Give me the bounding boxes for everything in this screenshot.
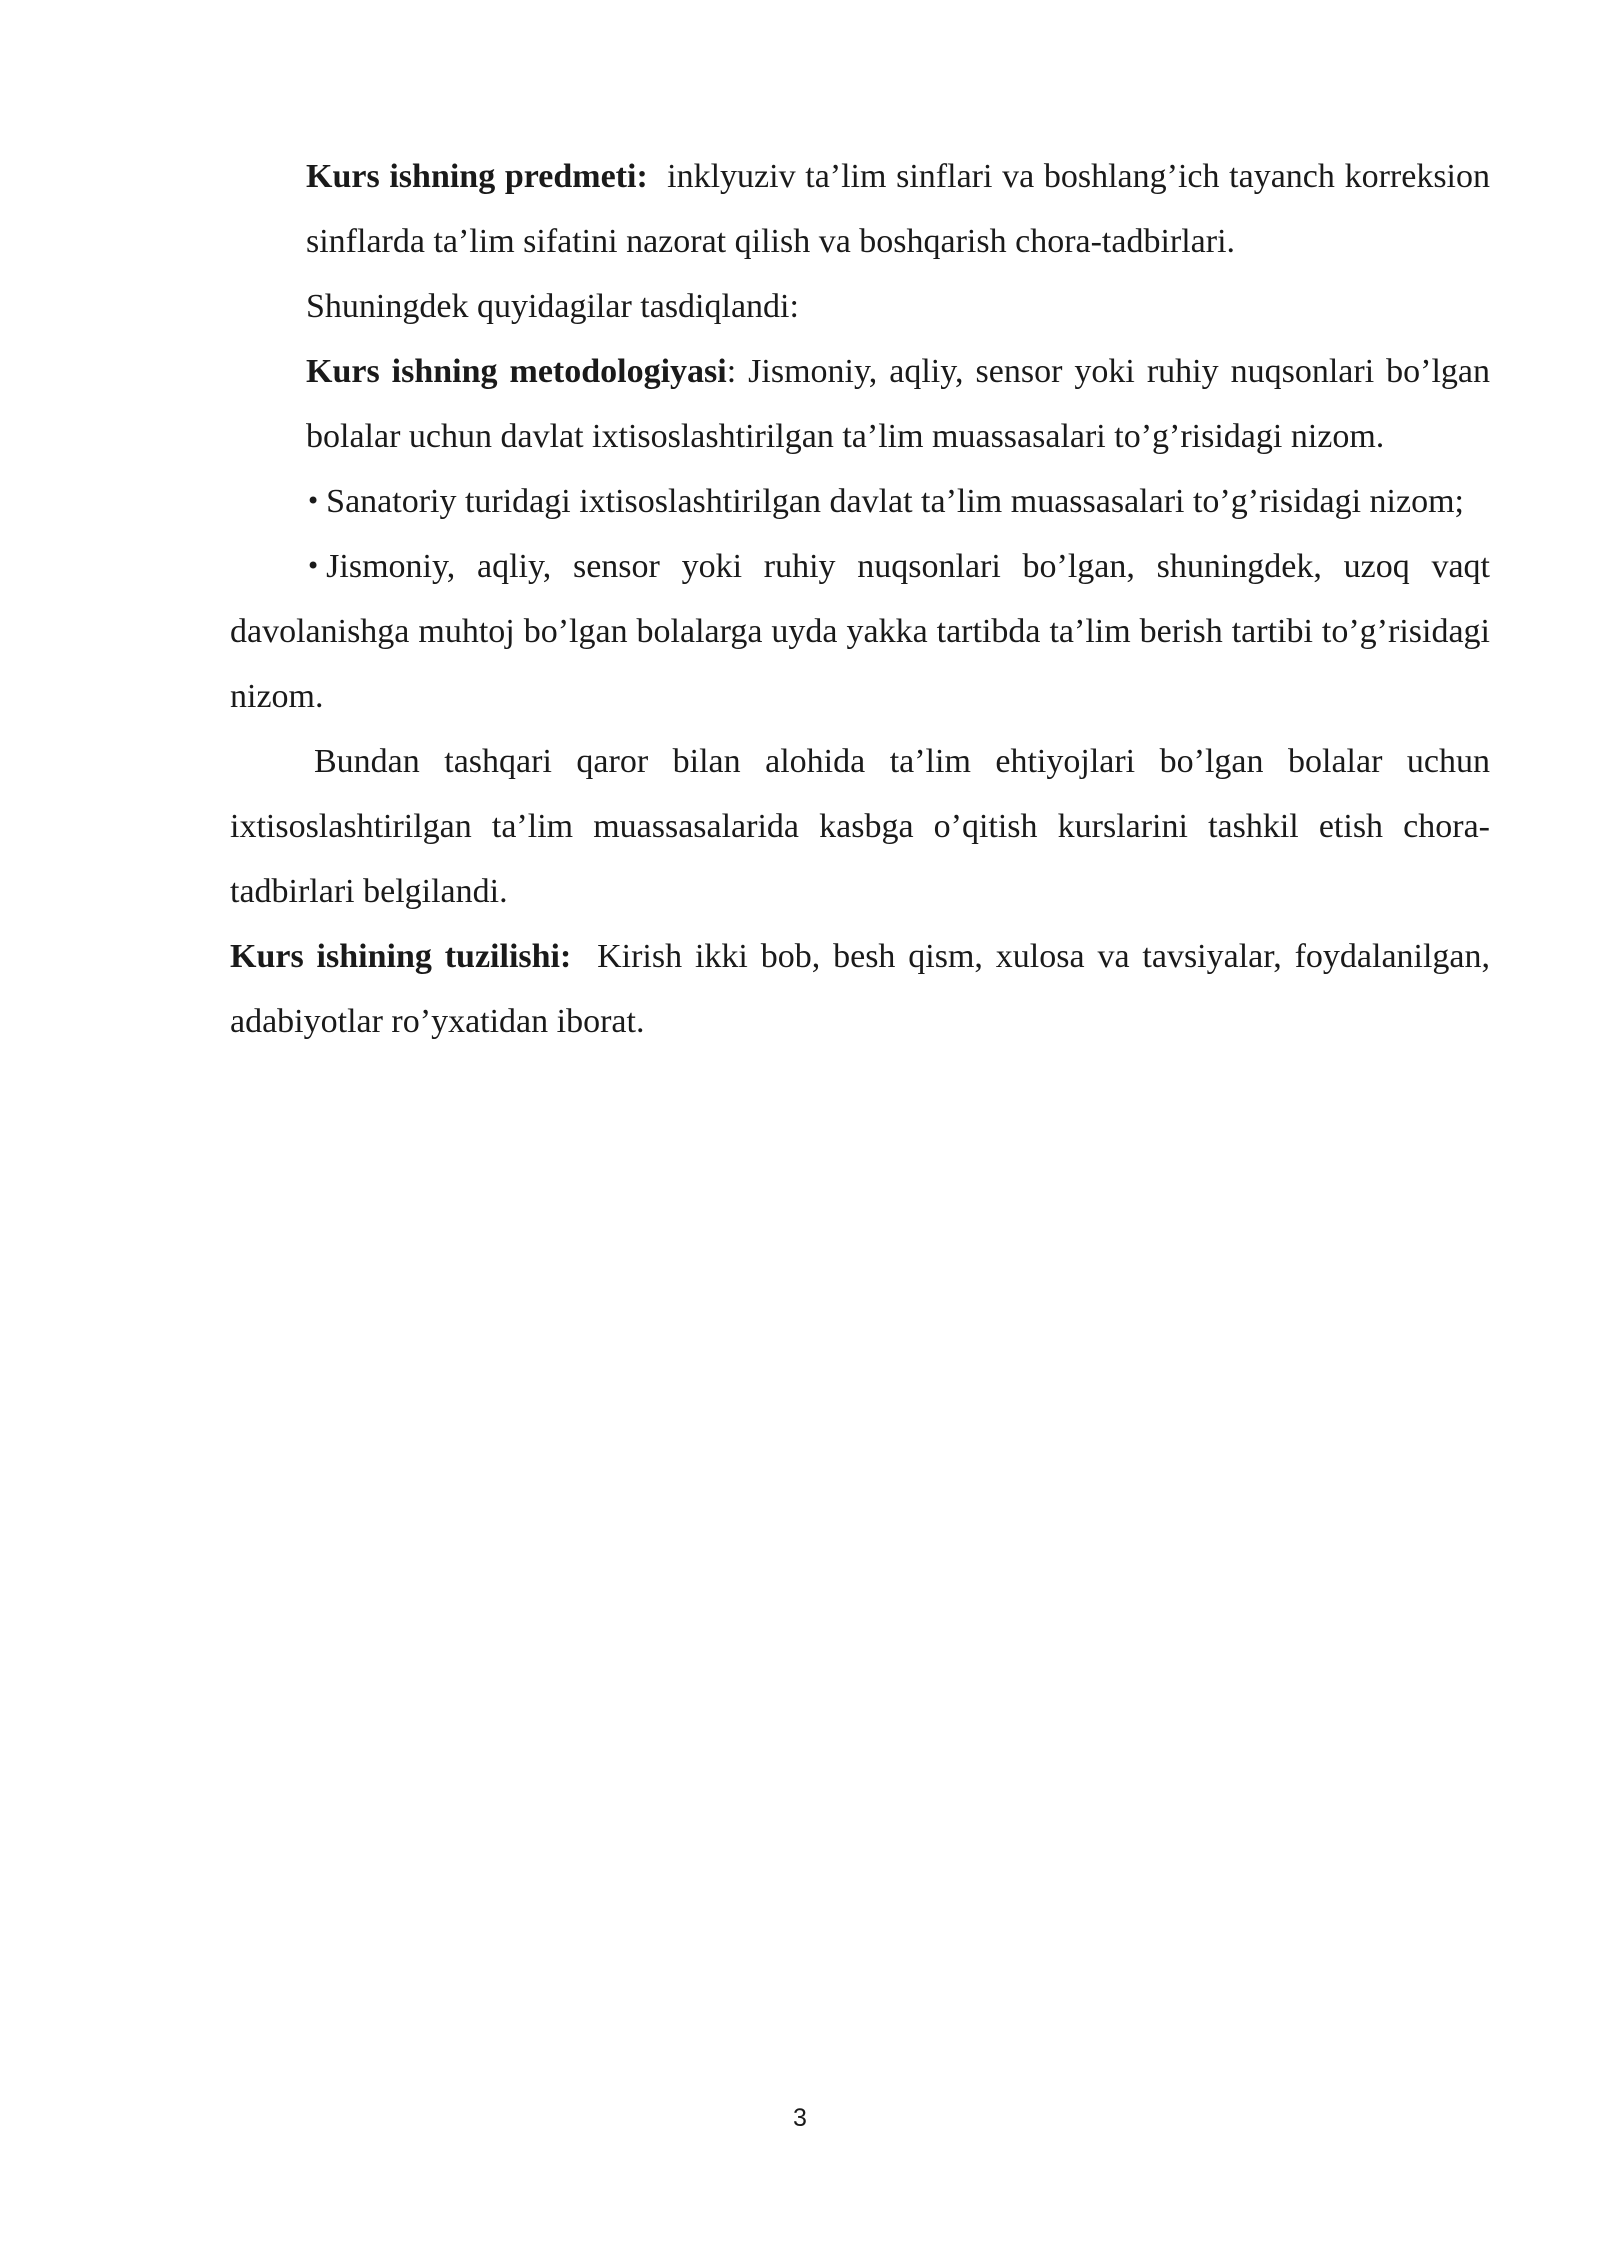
tuzilishi-text: Kirish ikki bob, besh qism, xulosa va tavsiyalar, foydalanilgan, adabiyotlar ro’yxatidan iborat. [230, 938, 1491, 1040]
bullet-icon: • [306, 487, 321, 515]
metodologiyasi-label: Kurs ishning metodologiyasi [306, 353, 727, 390]
page-number: 3 [793, 2104, 807, 2132]
body-text [230, 144, 1490, 1054]
tuzilishi-label: Kurs ishining tuzilishi: [230, 938, 572, 975]
bullet-item-sanatoriy [230, 469, 1490, 534]
paragraph-bundan: Bundan tashqari qaror bilan alohida ta’lim ehtiyojlari bo’lgan bolalar uchun ixtisoslashtirilgan ta’lim muassasalarida kasbga o’qitish kurslarini tashkil etish chora-tadbirlari belgilandi. [230, 743, 1490, 910]
paragraph-shuningdek: Shuningdek quyidagilar tasdiqlandi: [306, 288, 799, 325]
bullet-text: Sanatoriy turidagi ixtisoslashtirilgan davlat ta’lim muassasalari to’g’risidagi nizom; [326, 483, 1464, 520]
bullet-text: Jismoniy, aqliy, sensor yoki ruhiy nuqsonlari bo’lgan, shuningdek, uzoq vaqt davolanishga muhtoj bo’lgan bolalarga uyda yakka tartibda ta’lim berish tartibi to’g’risidagi nizom. [230, 548, 1490, 715]
paragraph-tuzilishi [230, 924, 1490, 1054]
paragraph-metodologiyasi [230, 339, 1490, 469]
metodologiyasi-text: : Jismoniy, aqliy, sensor yoki ruhiy nuqsonlari bo’lgan bolalar uchun davlat ixtisoslashtirilgan ta’lim muassasalari to’g’risidagi nizom. [306, 353, 1490, 455]
predmeti-label: Kurs ishning predmeti: [306, 158, 648, 195]
paragraph-predmeti [230, 144, 1490, 274]
bullet-item-uyda-talim [230, 534, 1490, 729]
bullet-icon: • [306, 552, 321, 580]
predmeti-text: inklyuziv ta’lim sinflari va boshlang’ich tayanch korreksion sinflarda ta’lim sifatini nazorat qilish va boshqarish chora-tadbirlari. [306, 158, 1490, 260]
